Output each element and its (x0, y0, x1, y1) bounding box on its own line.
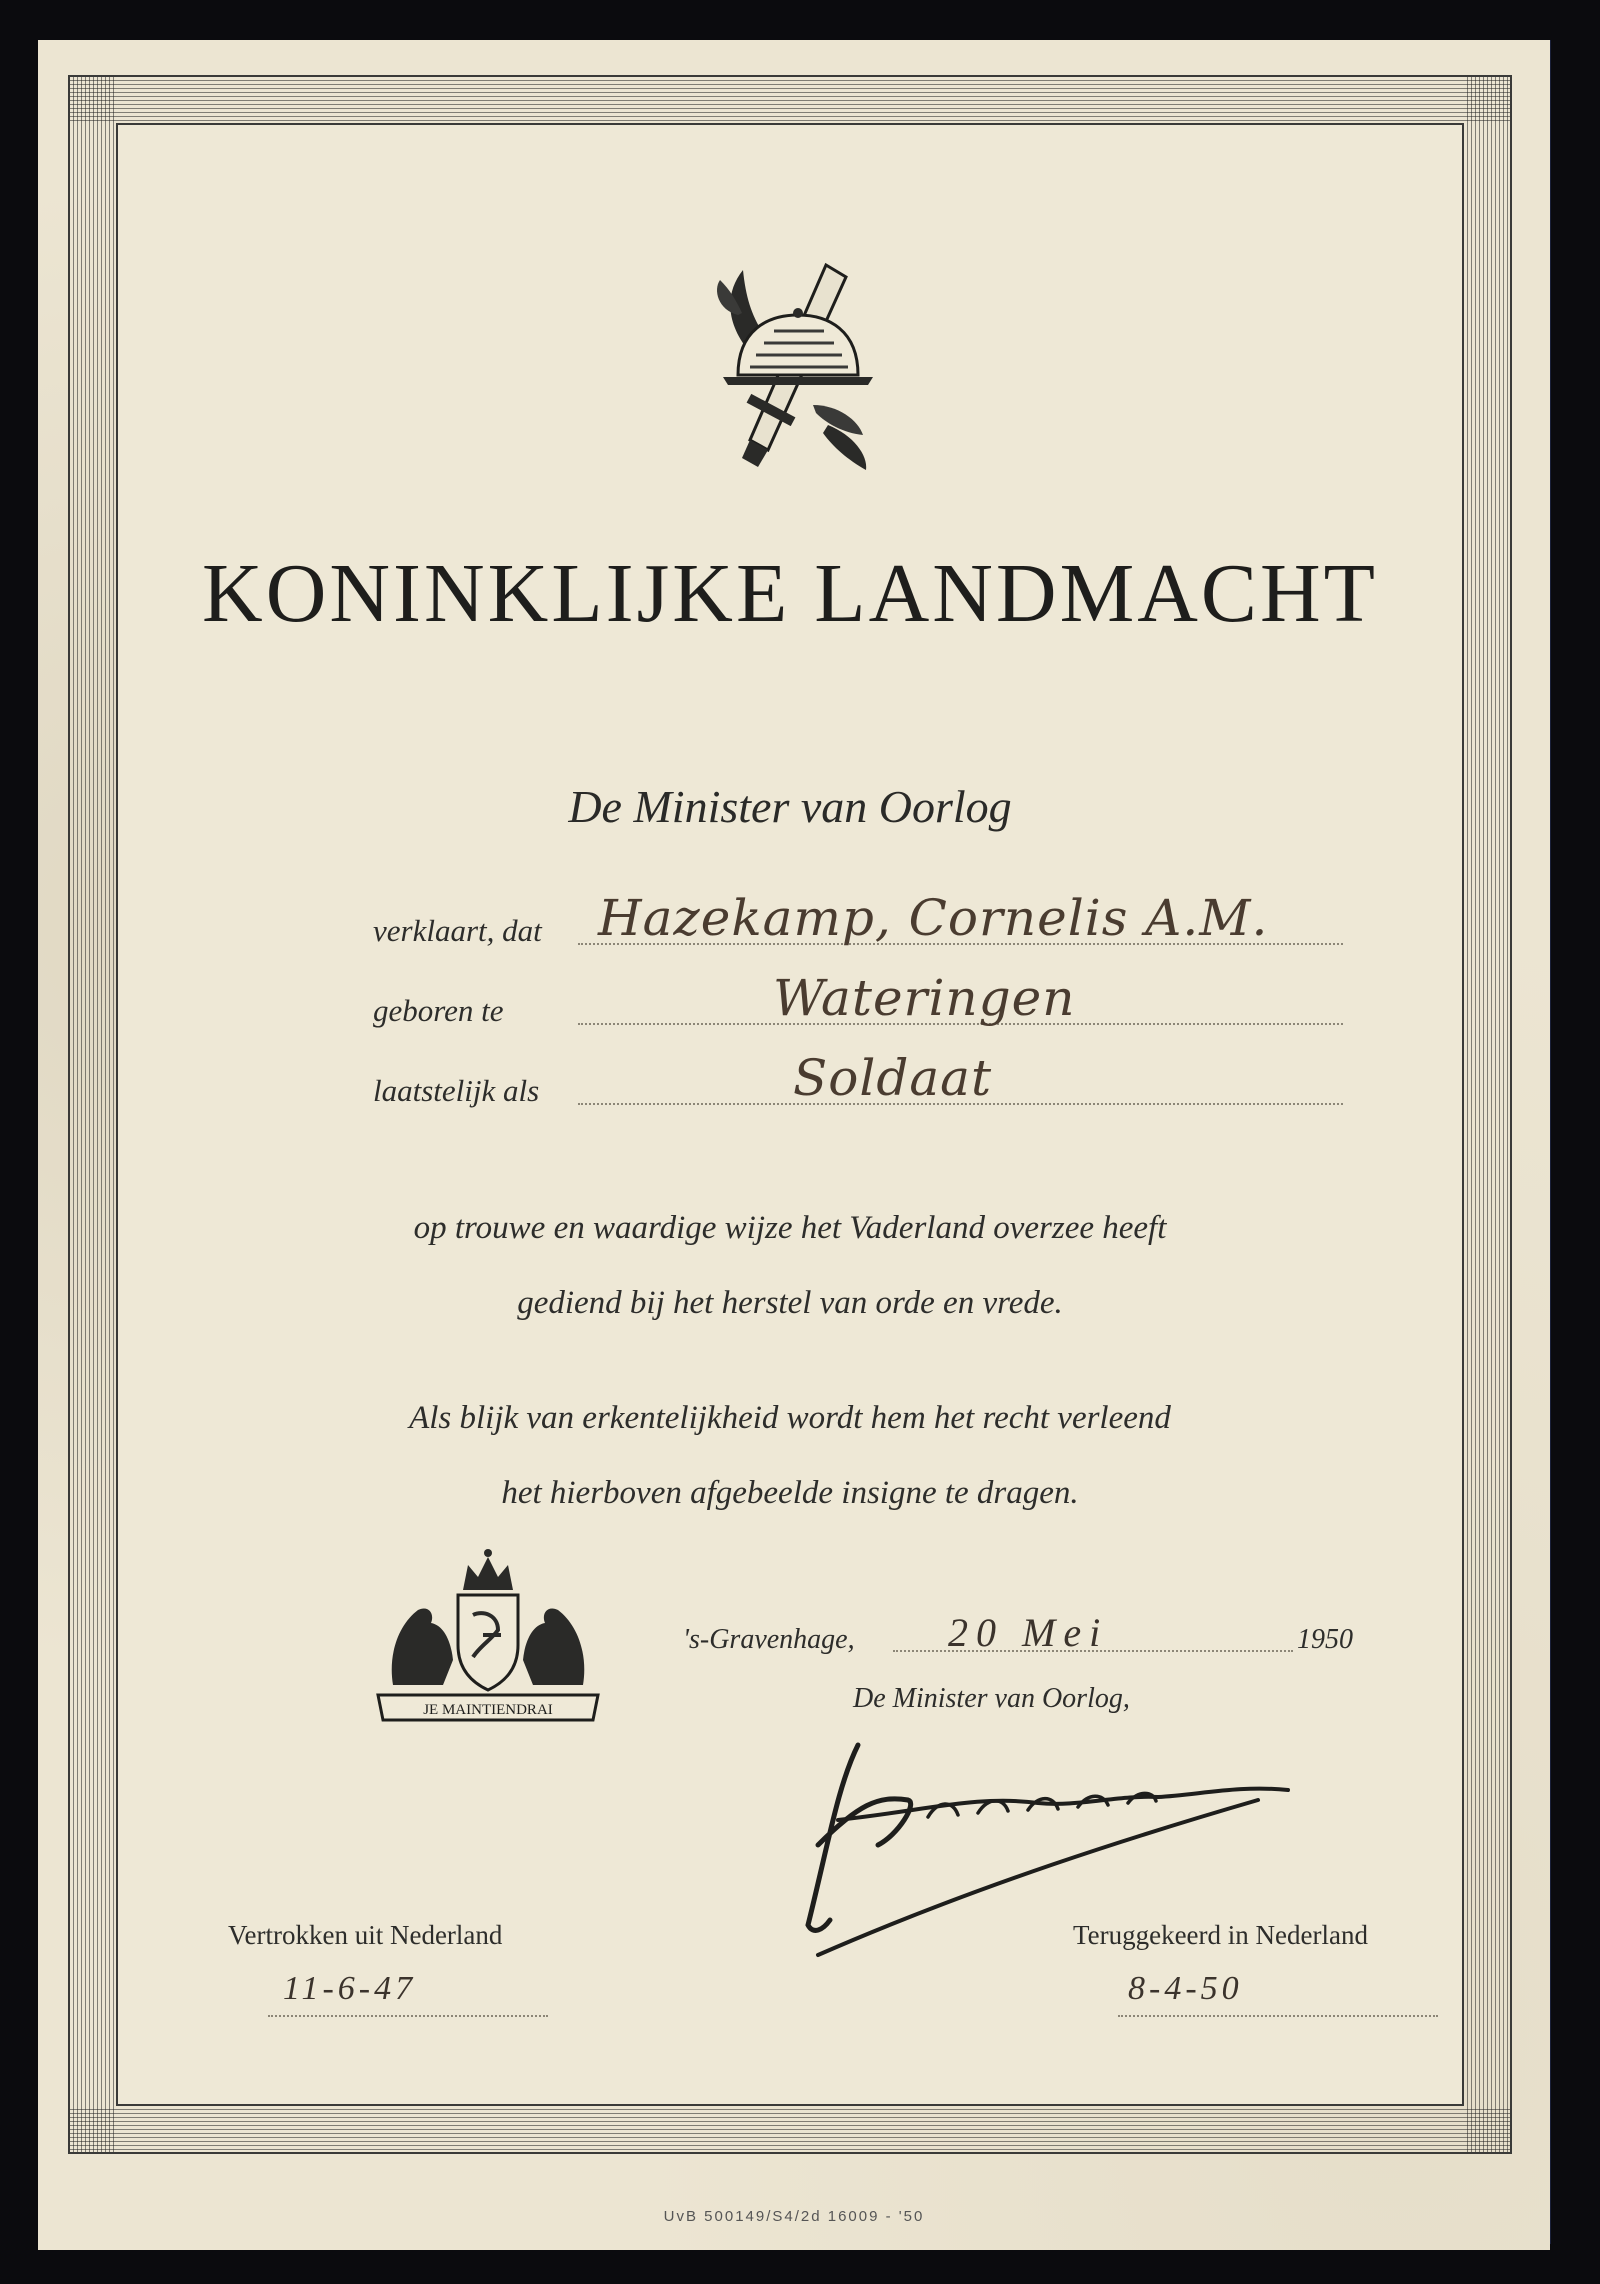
statement-line-2: gediend bij het herstel van orde en vrede. (517, 1285, 1063, 1321)
recognition-line-1: Als blijk van erkentelijkheid wordt hem het recht verleend (409, 1400, 1171, 1436)
field-rank-row (373, 1049, 1343, 1115)
field-name-row (373, 889, 1343, 955)
return-line (1118, 2015, 1438, 2017)
certificate-body (116, 123, 1464, 2106)
print-code: UvB 500149/S4/2d 16009 - '50 (663, 2208, 925, 2225)
return-label: Teruggekeerd in Nederland (1073, 1920, 1368, 1950)
certificate-sheet (38, 40, 1550, 2250)
field-rank-value: Soldaat (793, 1049, 993, 1107)
year-value: 1950 (1297, 1624, 1353, 1655)
royal-coat-of-arms-icon (373, 1545, 603, 1725)
departure-label: Vertrokken uit Nederland (228, 1920, 503, 1950)
departure-date: 11-6-47 (283, 1970, 417, 2007)
helmet-sword-laurel-icon (708, 255, 888, 475)
date-value: 20 Mei (948, 1610, 1109, 1655)
statement-line-1: op trouwe en waardige wijze het Vaderland overzee heeft (413, 1210, 1167, 1246)
field-name-value: Hazekamp, Cornelis A.M. (598, 889, 1269, 947)
field-birthplace-value: Wateringen (773, 969, 1076, 1027)
decorative-border (68, 75, 1512, 2154)
field-rank-label: laatstelijk als (373, 1073, 540, 1108)
signatory-label: De Minister van Oorlog, (853, 1683, 1130, 1714)
field-birthplace-label: geboren te (373, 993, 504, 1028)
motto-text: JE MAINTIENDRAI (423, 1702, 553, 1718)
departure-line (268, 2015, 548, 2017)
return-date: 8-4-50 (1128, 1970, 1243, 2007)
field-birthplace-row (373, 969, 1343, 1035)
place-label: 's-Gravenhage, (683, 1624, 855, 1655)
field-name-label: verklaart, dat (373, 913, 542, 948)
recognition-line-2: het hierboven afgebeelde insigne te dragen. (501, 1475, 1079, 1511)
certificate-title: KONINKLIJKE LANDMACHT (202, 547, 1378, 640)
issuer-heading: De Minister van Oorlog (568, 781, 1012, 832)
place-date-row (683, 1610, 1353, 1660)
